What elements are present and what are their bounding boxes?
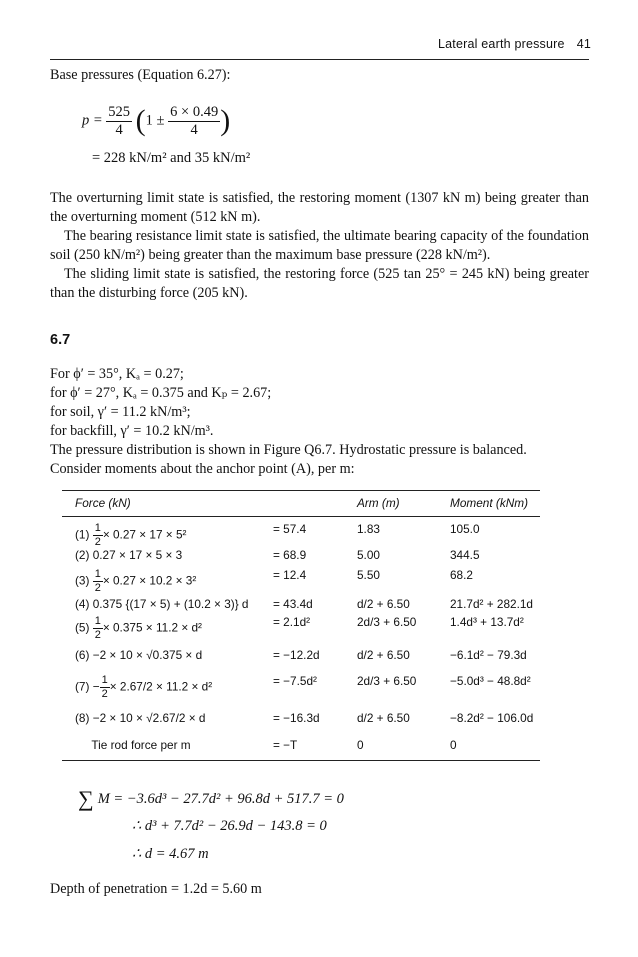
cell-moment: 344.5 bbox=[450, 548, 480, 562]
header-rule bbox=[50, 59, 589, 60]
row-expression: × 0.27 × 17 × 5² bbox=[102, 527, 187, 542]
row-fraction bbox=[93, 615, 103, 641]
cell-arm: 2d/3 + 6.50 bbox=[357, 615, 417, 629]
row-expression: Tie rod force per m bbox=[91, 738, 191, 752]
paragraph-sliding: The sliding limit state is satisfied, the restoring force (525 tan 25° = 245 kN) being greater than the disturbing force (205 kN). bbox=[50, 266, 589, 301]
cell-value: = 2.1d² bbox=[273, 615, 311, 629]
paragraph-bearing: The bearing resistance limit state is satisfied, the ultimate bearing capacity of the foundation soil (250 kN/m²) being greater than the maximum base pressure (228 kN/m²). bbox=[50, 228, 589, 263]
sigma-symbol: ∑ bbox=[78, 786, 94, 811]
eq-inner-den: 4 bbox=[190, 121, 198, 138]
section-line-4: for backfill, γ′ = 10.2 kN/m³. bbox=[50, 423, 214, 439]
table-header-rule bbox=[62, 516, 540, 517]
left-paren: ( bbox=[135, 104, 146, 138]
cell-moment: 68.2 bbox=[450, 568, 473, 582]
cell-moment: −6.1d² − 79.3d bbox=[450, 648, 527, 662]
row-label bbox=[75, 738, 91, 752]
eq-frac-num: 525 bbox=[108, 104, 131, 120]
row-fraction-den: 2 bbox=[94, 535, 101, 548]
row-label: (8) bbox=[75, 711, 93, 725]
cell-value: = 57.4 bbox=[273, 522, 307, 536]
base-pressures-heading: Base pressures (Equation 6.27): bbox=[50, 67, 231, 83]
cell-arm: 1.83 bbox=[357, 522, 380, 536]
base-pressure-result: = 228 kN/m² and 35 kN/m² bbox=[92, 150, 251, 166]
cell-force bbox=[75, 568, 196, 594]
cell-moment: −8.2d² − 106.0d bbox=[450, 711, 534, 725]
cell-arm: 0 bbox=[357, 738, 364, 752]
eq-inner-pre: 1 ± bbox=[145, 112, 165, 129]
eq-fraction bbox=[106, 104, 132, 138]
right-paren: ) bbox=[220, 104, 231, 138]
eq-frac-den: 4 bbox=[115, 121, 123, 138]
section-number: 6.7 bbox=[50, 332, 71, 348]
row-fraction bbox=[100, 674, 110, 700]
row-label: (6) bbox=[75, 648, 93, 662]
cell-force bbox=[75, 738, 191, 752]
cell-arm: d/2 + 6.50 bbox=[357, 597, 410, 611]
cell-value: = −12.2d bbox=[273, 648, 320, 662]
row-label: (3) bbox=[75, 573, 93, 588]
cell-force bbox=[75, 711, 205, 725]
running-header bbox=[438, 37, 591, 51]
row-fraction-num: 1 bbox=[94, 615, 101, 627]
row-fraction-num: 1 bbox=[94, 522, 101, 534]
row-label: (1) bbox=[75, 527, 93, 542]
row-fraction bbox=[93, 568, 103, 594]
section-line-5: The pressure distribution is shown in Figure Q6.7. Hydrostatic pressure is balanced. bbox=[50, 442, 527, 458]
section-line-2: for ϕ′ = 27°, Kₐ = 0.375 and Kₚ = 2.67; bbox=[50, 385, 272, 401]
header-moment: Moment (kNm) bbox=[450, 496, 528, 510]
cell-arm: 5.50 bbox=[357, 568, 380, 582]
cell-value: = 43.4d bbox=[273, 597, 313, 611]
eq-inner-fraction bbox=[168, 104, 220, 138]
row-fraction-den: 2 bbox=[101, 687, 108, 700]
cell-moment: 0 bbox=[450, 738, 457, 752]
sum-moments-text: M = −3.6d³ − 27.7d² + 96.8d + 517.7 = 0 bbox=[97, 791, 344, 807]
row-expression: −2 × 10 × √2.67/2 × d bbox=[92, 711, 206, 725]
cell-force bbox=[75, 597, 248, 611]
cell-value: = −16.3d bbox=[273, 711, 320, 725]
eq-inner-num: 6 × 0.49 bbox=[170, 104, 219, 120]
row-label: (2) bbox=[75, 548, 93, 562]
cubic-equation: ∴ d³ + 7.7d² − 26.9d − 143.8 = 0 bbox=[132, 818, 327, 834]
row-label: (7) bbox=[75, 679, 93, 694]
cell-value: = 12.4 bbox=[273, 568, 307, 582]
row-fraction-num: 1 bbox=[101, 674, 108, 686]
cell-force bbox=[75, 674, 212, 700]
row-label: (4) bbox=[75, 597, 93, 611]
cell-arm: 5.00 bbox=[357, 548, 380, 562]
cell-arm: 2d/3 + 6.50 bbox=[357, 674, 417, 688]
cell-arm: d/2 + 6.50 bbox=[357, 711, 410, 725]
row-expression: −2 × 10 × √0.375 × d bbox=[92, 648, 203, 662]
table-top-rule bbox=[62, 490, 540, 491]
sum-moments-equation bbox=[78, 786, 344, 812]
cell-moment: 105.0 bbox=[450, 522, 480, 536]
row-expression: 0.375 {(17 × 5) + (10.2 × 3)} d bbox=[92, 597, 249, 611]
row-fraction-num: 1 bbox=[94, 568, 101, 580]
row-label: (5) bbox=[75, 620, 93, 635]
section-line-1: For ϕ′ = 35°, Kₐ = 0.27; bbox=[50, 366, 184, 382]
header-title: Lateral earth pressure bbox=[437, 37, 565, 51]
row-expression: 0.27 × 17 × 5 × 3 bbox=[92, 548, 183, 562]
row-fraction bbox=[93, 522, 103, 548]
cell-value: = −T bbox=[273, 738, 298, 752]
header-force: Force (kN) bbox=[75, 496, 131, 510]
cell-moment: −5.0d³ − 48.8d² bbox=[450, 674, 531, 688]
paragraph-overturning: The overturning limit state is satisfied, the restoring moment (1307 kN m) being greater than the overturning moment (512 kN m). bbox=[50, 190, 589, 225]
cell-arm: d/2 + 6.50 bbox=[357, 648, 410, 662]
depth-of-penetration: Depth of penetration = 1.2d = 5.60 m bbox=[50, 881, 262, 897]
section-line-6: Consider moments about the anchor point (A), per m: bbox=[50, 461, 355, 477]
cell-moment: 21.7d² + 282.1d bbox=[450, 597, 533, 611]
row-expression: × 2.67/2 × 11.2 × d² bbox=[109, 679, 213, 694]
eq-lhs: p = bbox=[82, 112, 103, 129]
cell-force bbox=[75, 522, 186, 548]
cell-force bbox=[75, 648, 202, 662]
cell-force bbox=[75, 615, 202, 641]
cell-value: = 68.9 bbox=[273, 548, 307, 562]
cell-force bbox=[75, 548, 182, 562]
row-expression: × 0.375 × 11.2 × d² bbox=[102, 620, 202, 635]
cell-moment: 1.4d³ + 13.7d² bbox=[450, 615, 524, 629]
table-bottom-rule bbox=[62, 760, 540, 761]
cell-value: = −7.5d² bbox=[273, 674, 317, 688]
row-prefix: − bbox=[92, 679, 100, 694]
page-number: 41 bbox=[576, 37, 591, 51]
section-line-3: for soil, γ′ = 11.2 kN/m³; bbox=[50, 404, 191, 420]
row-fraction-den: 2 bbox=[94, 581, 101, 594]
header-arm: Arm (m) bbox=[357, 496, 400, 510]
base-pressure-equation bbox=[82, 104, 230, 138]
row-fraction-den: 2 bbox=[94, 628, 101, 641]
root-equation: ∴ d = 4.67 m bbox=[132, 846, 209, 862]
row-expression: × 0.27 × 10.2 × 3² bbox=[102, 573, 197, 588]
